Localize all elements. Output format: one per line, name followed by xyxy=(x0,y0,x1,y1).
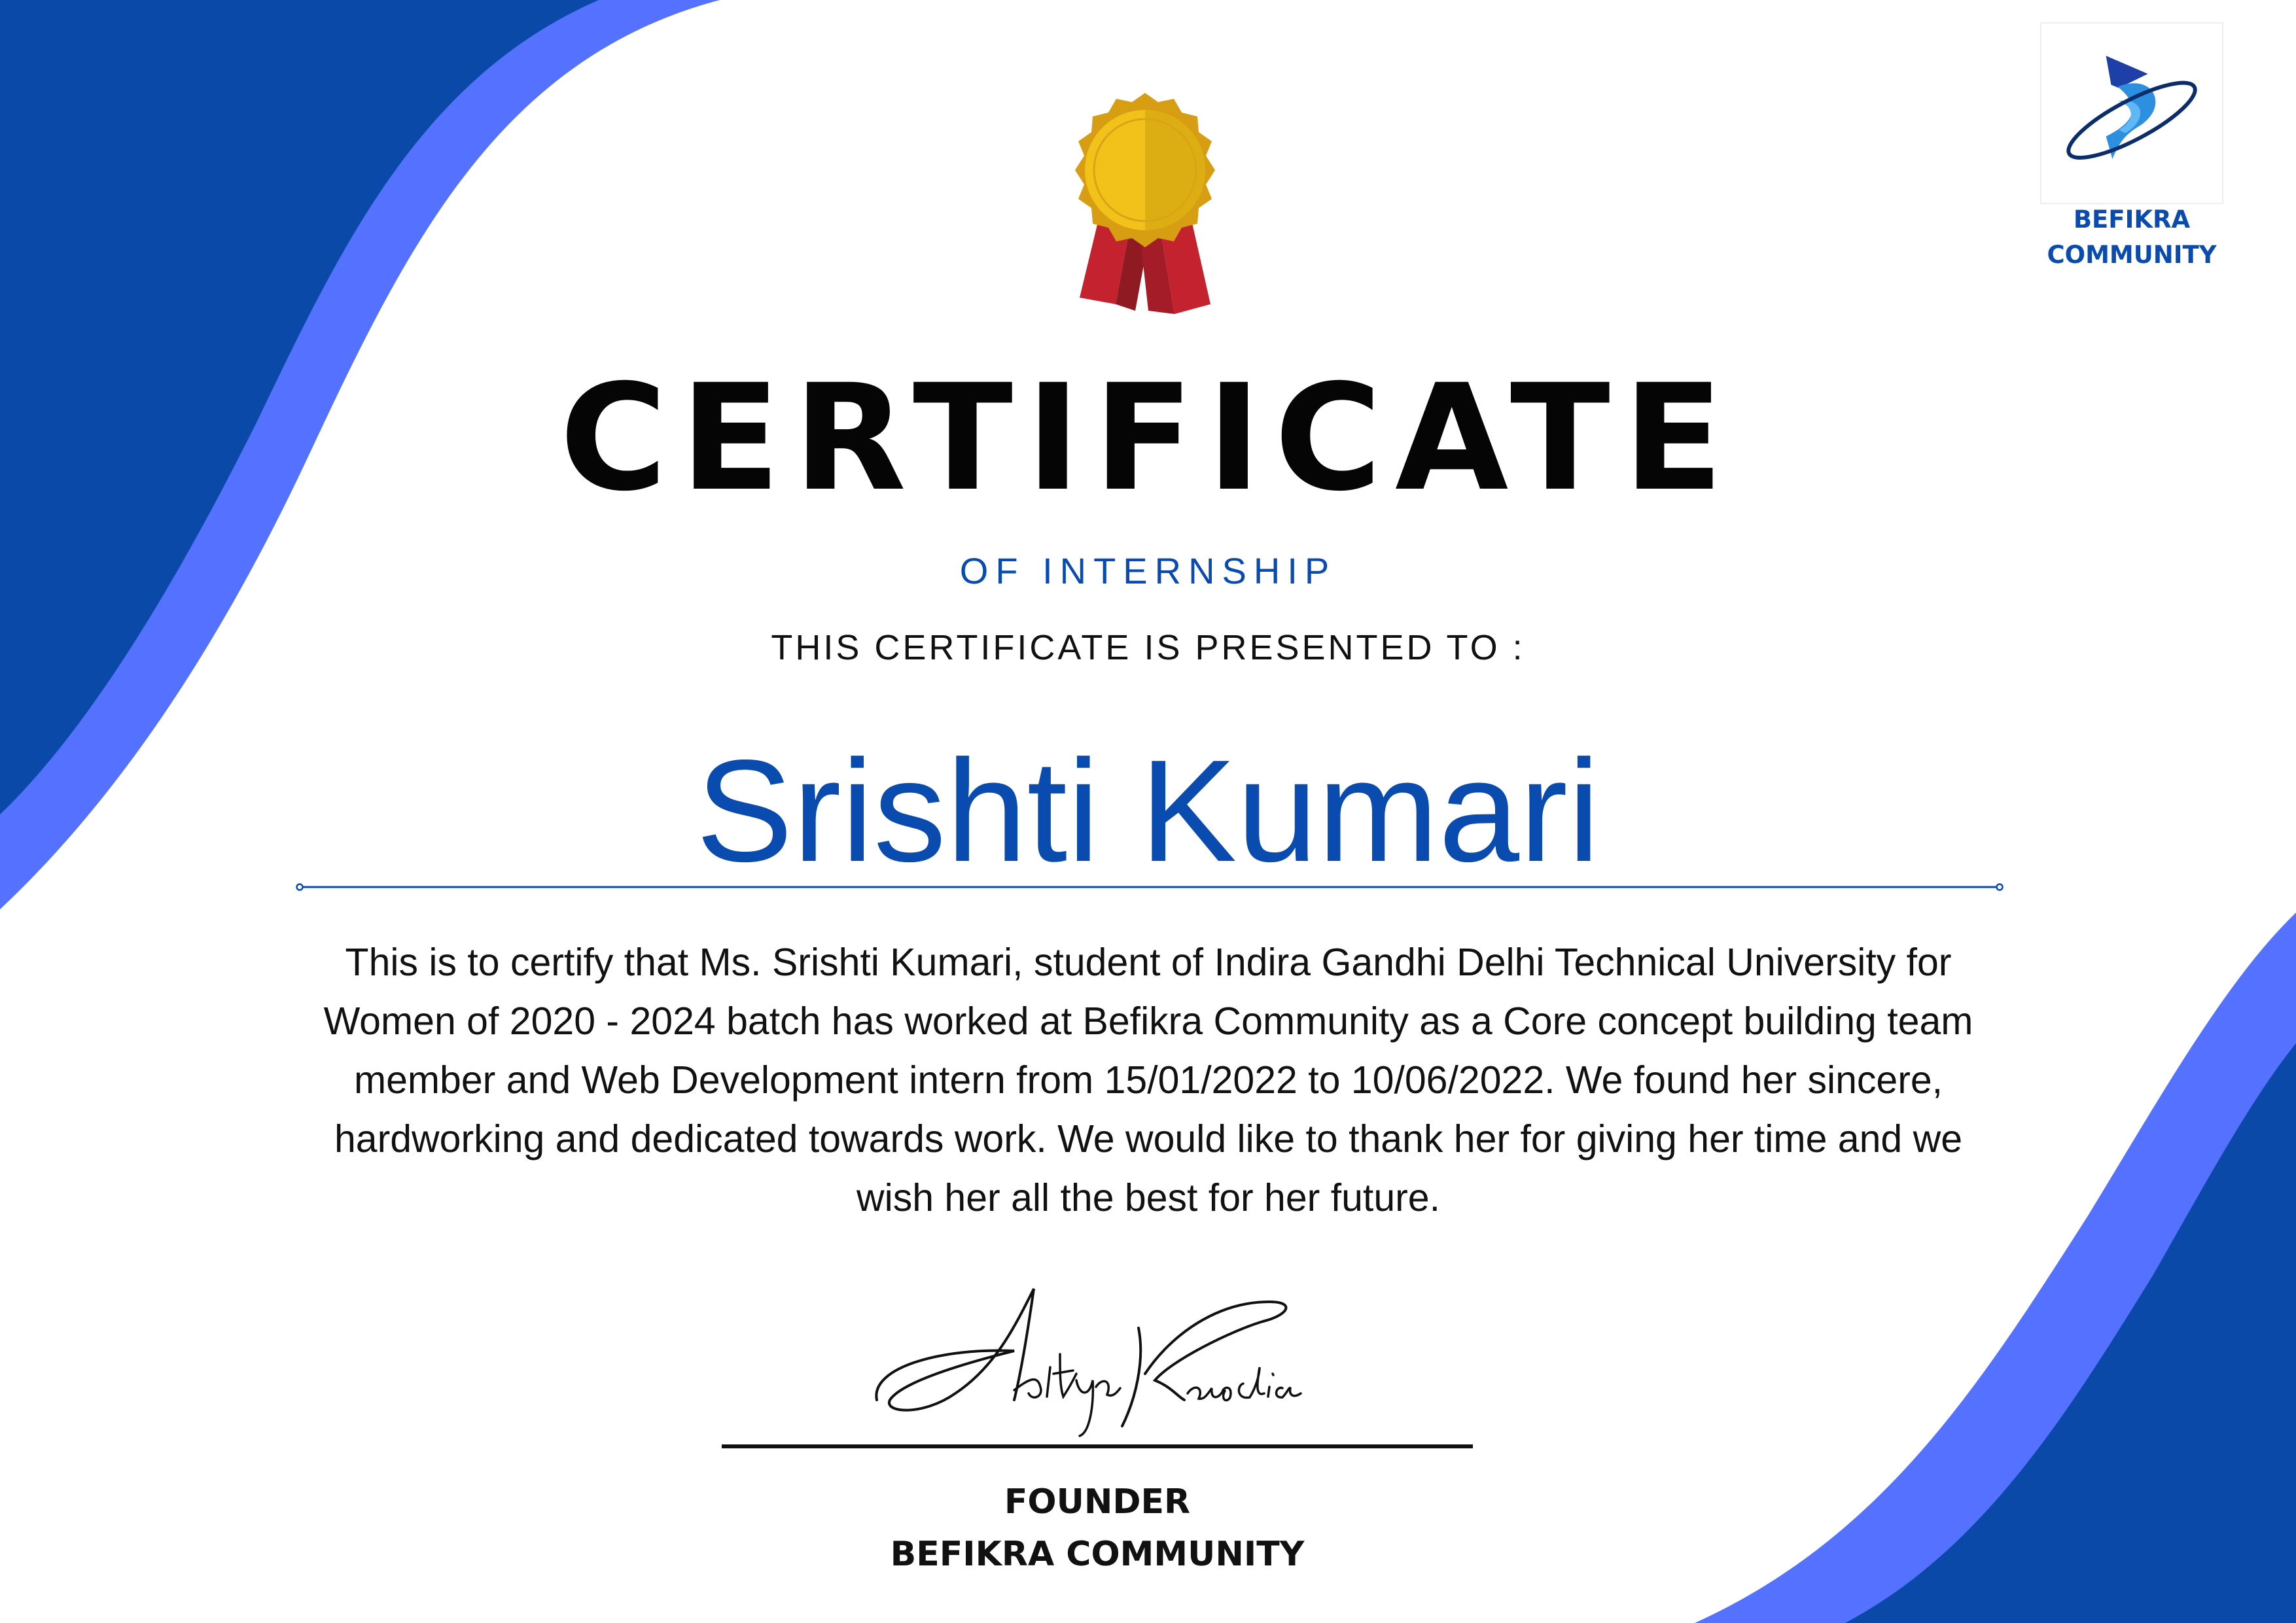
presented-to-label: THIS CERTIFICATE IS PRESENTED TO : xyxy=(771,628,1525,667)
signature-line xyxy=(722,1444,1473,1448)
certificate-subtitle: OF INTERNSHIP xyxy=(959,550,1337,591)
logo-wordmark xyxy=(2021,202,2243,273)
recipient-name: Srishti Kumari xyxy=(696,730,1600,892)
signatory-organization: BEFIKRA COMMUNITY xyxy=(890,1535,1305,1574)
certificate-title: CERTIFICATE xyxy=(559,353,1737,523)
name-underline xyxy=(296,881,2004,894)
certificate-body: This is to certify that Ms. Srishti Kumari, student of Indira Gandhi Delhi Technical University for Women of 2020 - 2024 batch has worked at Befikra Community as a Core concept building team member and Web Development intern from 15/01/2022 to 10/06/2022. We found her sincere, hardworking and dedicated towards work. We would like to thank her for giving her time and we wish her all the best for her future. xyxy=(323,941,1973,1219)
award-seal-icon xyxy=(1057,92,1233,321)
logo-line-2: COMMUNITY xyxy=(2047,241,2217,269)
signatory-block xyxy=(722,1476,1473,1580)
logo-line-1: BEFIKRA xyxy=(2073,205,2191,234)
befikra-logo-icon xyxy=(2041,24,2222,203)
organization-logo xyxy=(2040,22,2225,271)
signature-image xyxy=(864,1276,1322,1446)
signatory-role: FOUNDER xyxy=(1004,1482,1191,1522)
logo-mark-box xyxy=(2040,22,2223,204)
